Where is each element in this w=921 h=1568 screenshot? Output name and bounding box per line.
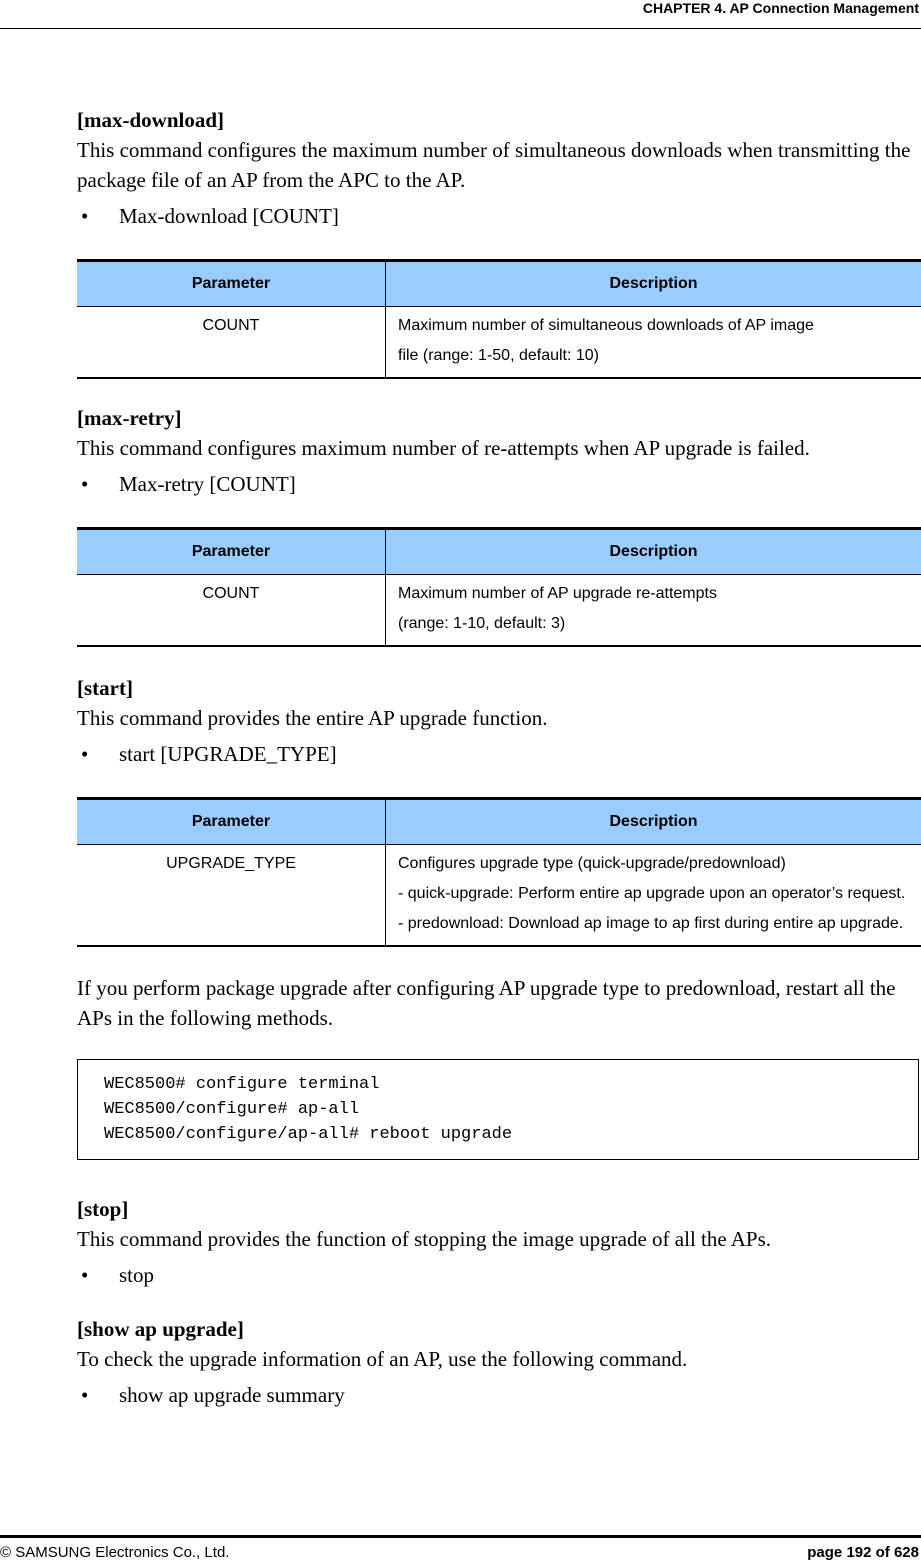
description-line: - predownload: Download ap image to ap first during entire ap upgrade. <box>398 909 909 939</box>
page-content <box>77 105 921 1410</box>
command-text: start [UPGRADE_TYPE] <box>119 742 337 766</box>
parameter-table <box>77 259 921 379</box>
table-row <box>77 575 921 647</box>
section-title: [show ap upgrade] <box>77 1314 921 1344</box>
section-description: To check the upgrade information of an AP, use the following command. <box>77 1344 921 1374</box>
command-syntax <box>77 201 921 231</box>
copyright: © SAMSUNG Electronics Co., Ltd. <box>0 1544 229 1561</box>
section-description: This command provides the entire AP upgrade function. <box>77 703 921 733</box>
section-max-retry <box>77 403 921 647</box>
section-start <box>77 673 921 1160</box>
page-footer <box>0 1535 921 1568</box>
description-line: Configures upgrade type (quick-upgrade/predownload) <box>398 849 909 879</box>
command-syntax <box>77 739 921 769</box>
page-number: page 192 of 628 <box>807 1544 919 1561</box>
chapter-title: CHAPTER 4. AP Connection Management <box>643 0 919 16</box>
header-description: Description <box>386 261 921 307</box>
description-line: Maximum number of simultaneous downloads of AP image <box>398 311 909 341</box>
command-text: stop <box>119 1263 154 1287</box>
param-description <box>386 307 921 379</box>
command-text: Max-retry [COUNT] <box>119 472 296 496</box>
code-block <box>77 1059 919 1160</box>
section-title: [start] <box>77 673 921 703</box>
section-description: This command configures maximum number of re-attempts when AP upgrade is failed. <box>77 433 921 463</box>
bullet-icon: • <box>81 1260 88 1290</box>
param-name: UPGRADE_TYPE <box>77 845 386 947</box>
bullet-icon: • <box>81 201 88 231</box>
description-line: (range: 1-10, default: 3) <box>398 609 909 639</box>
command-syntax <box>77 1260 921 1290</box>
section-description: This command provides the function of stopping the image upgrade of all the APs. <box>77 1224 921 1254</box>
command-syntax <box>77 469 921 499</box>
code-line: WEC8500/configure# ap-all <box>104 1097 918 1122</box>
description-line: Maximum number of AP upgrade re-attempts <box>398 579 909 609</box>
parameter-table <box>77 527 921 647</box>
page-header <box>0 0 921 29</box>
section-title: [stop] <box>77 1194 921 1224</box>
section-title: [max-retry] <box>77 403 921 433</box>
code-line: WEC8500/configure/ap-all# reboot upgrade <box>104 1122 918 1147</box>
bullet-icon: • <box>81 739 88 769</box>
description-line: - quick-upgrade: Perform entire ap upgrade upon an operator’s request. <box>398 879 909 909</box>
header-parameter: Parameter <box>77 799 386 845</box>
section-stop <box>77 1194 921 1290</box>
section-description: This command configures the maximum number of simultaneous downloads when transmitting the package file of an AP from the APC to the AP. <box>77 135 921 195</box>
parameter-table <box>77 797 921 947</box>
section-show-ap-upgrade <box>77 1314 921 1410</box>
command-text: show ap upgrade summary <box>119 1383 345 1407</box>
bullet-icon: • <box>81 1380 88 1410</box>
description-line: file (range: 1-50, default: 10) <box>398 341 909 371</box>
command-syntax <box>77 1380 921 1410</box>
section-title: [max-download] <box>77 105 921 135</box>
header-parameter: Parameter <box>77 261 386 307</box>
note-text: If you perform package upgrade after configuring AP upgrade type to predownload, restart all the APs in the following methods. <box>77 973 921 1033</box>
param-description <box>386 575 921 647</box>
table-row <box>77 845 921 947</box>
section-max-download <box>77 105 921 379</box>
param-name: COUNT <box>77 575 386 647</box>
table-row <box>77 307 921 379</box>
header-parameter: Parameter <box>77 529 386 575</box>
header-description: Description <box>386 799 921 845</box>
bullet-icon: • <box>81 469 88 499</box>
code-line: WEC8500# configure terminal <box>104 1072 918 1097</box>
header-description: Description <box>386 529 921 575</box>
param-description <box>386 845 921 947</box>
command-text: Max-download [COUNT] <box>119 204 339 228</box>
param-name: COUNT <box>77 307 386 379</box>
